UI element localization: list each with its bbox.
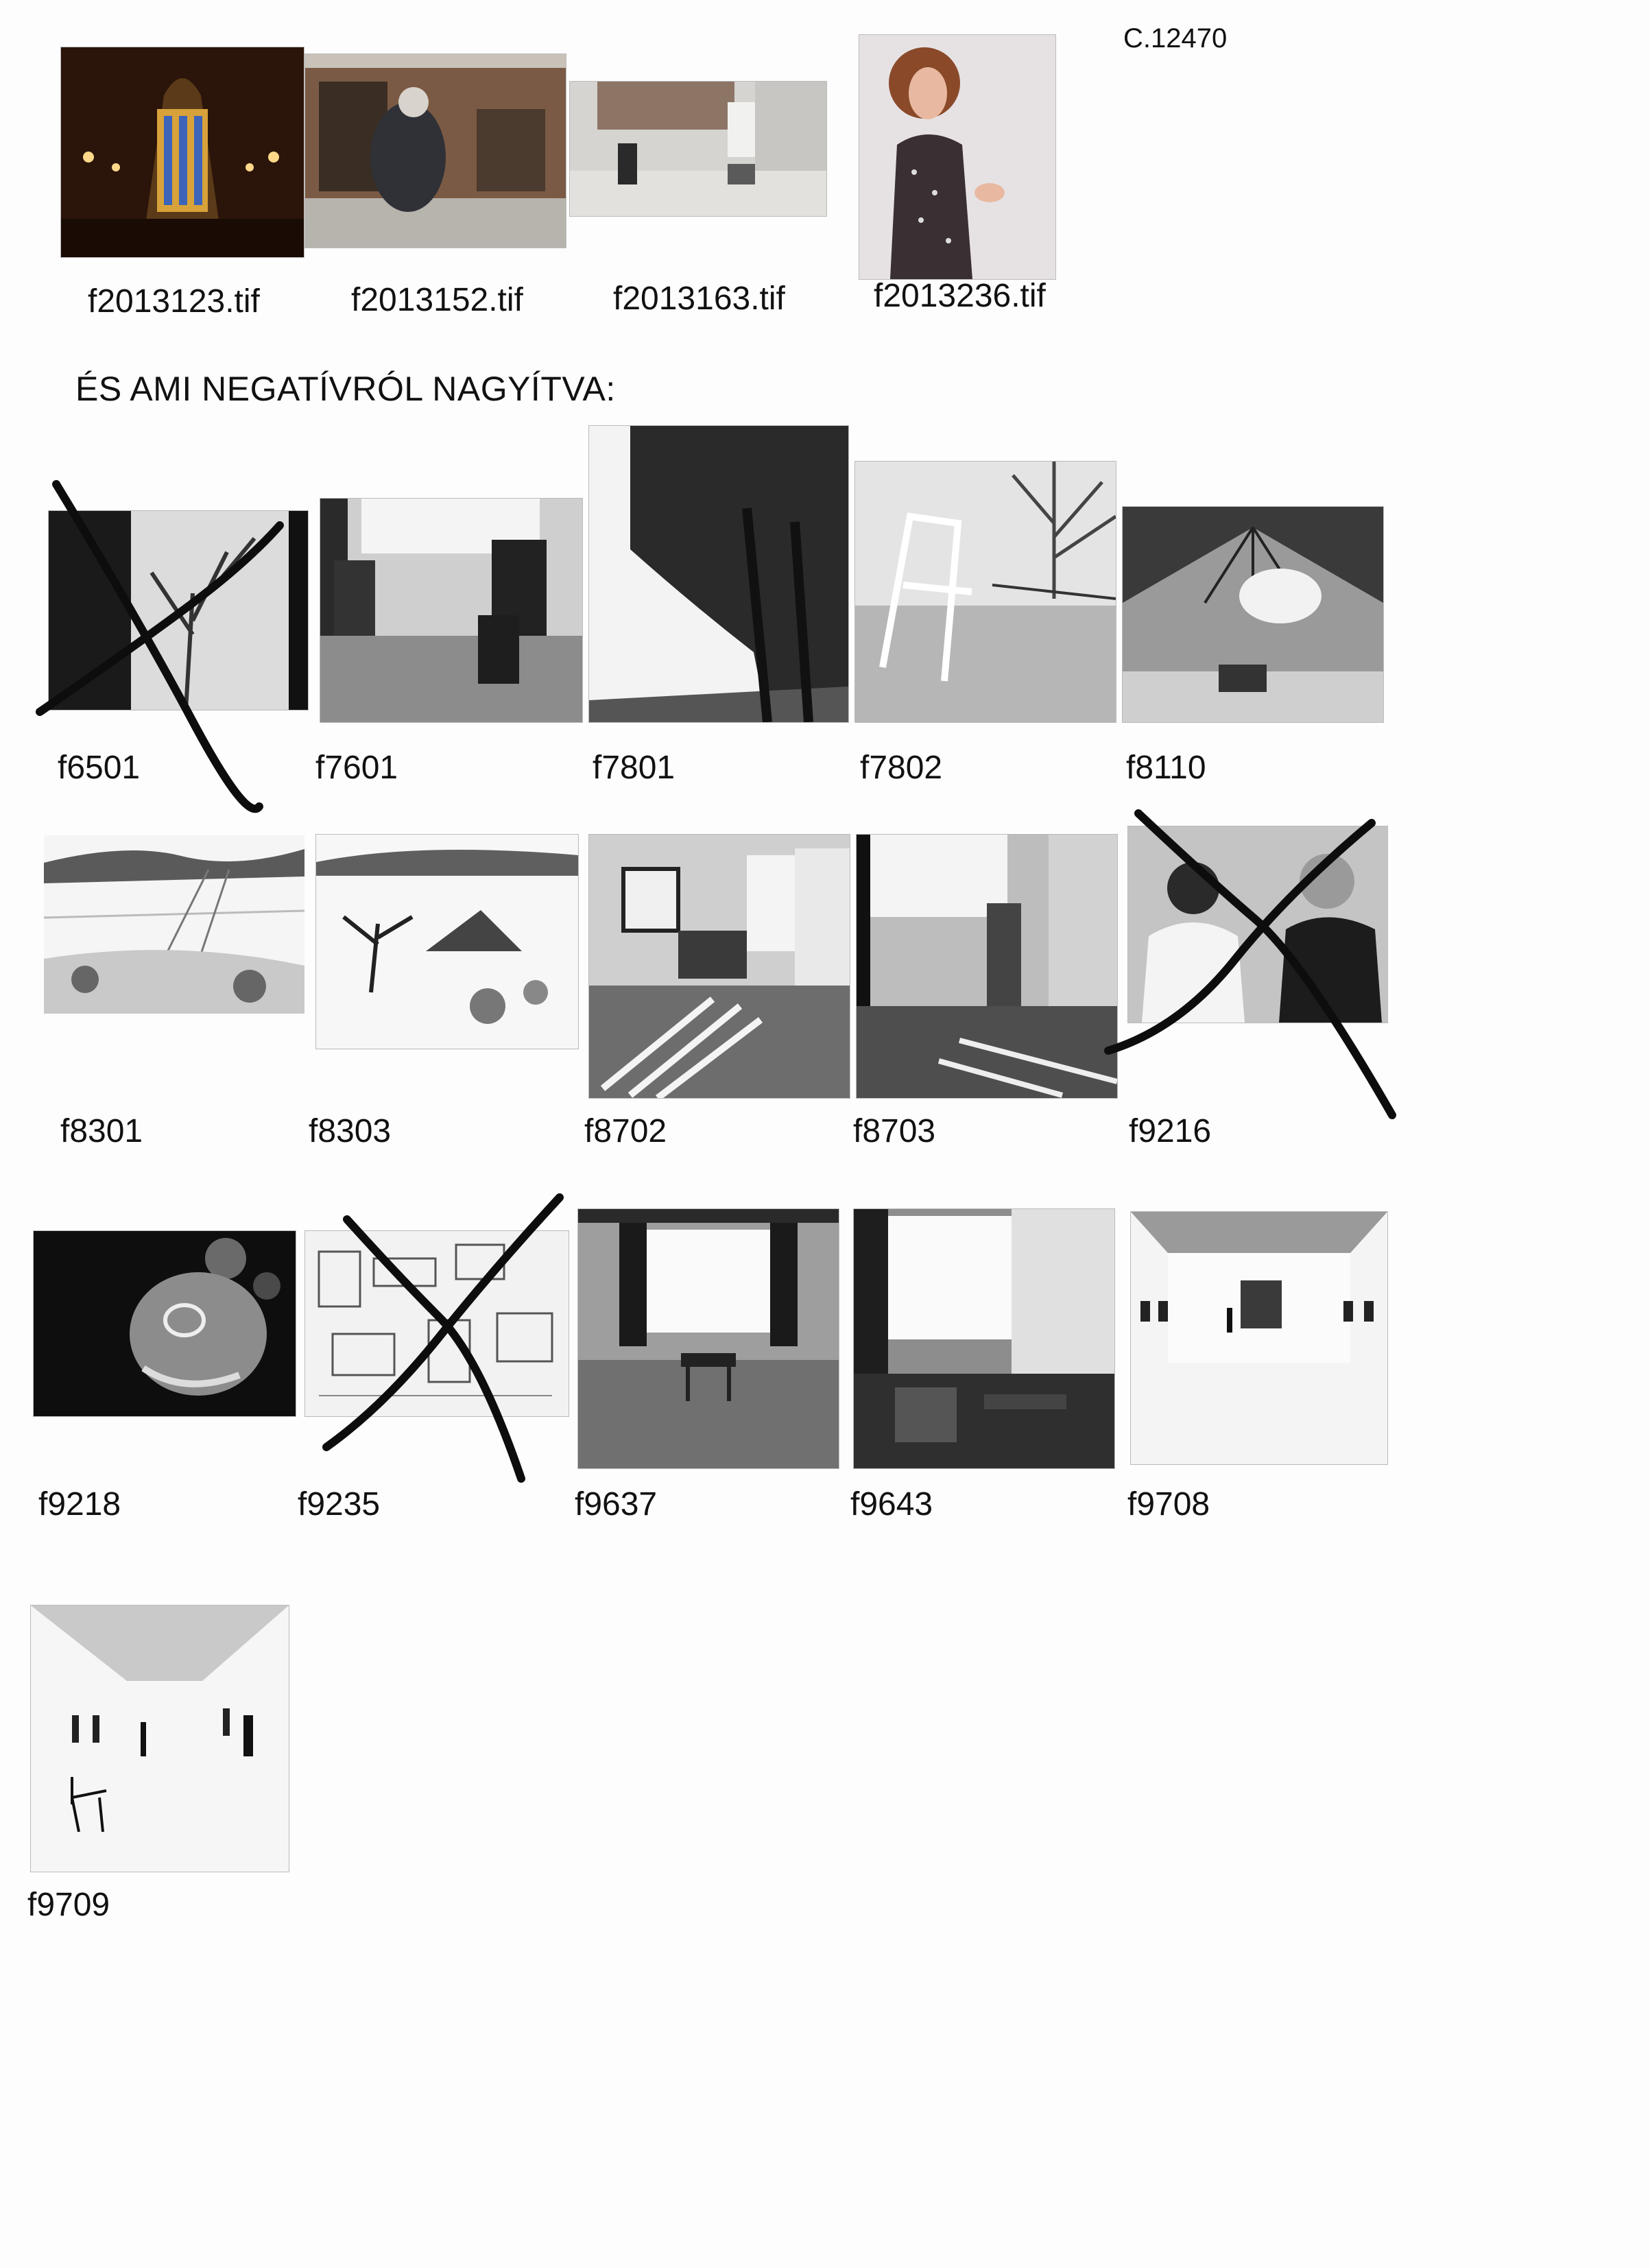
photo-label-f2013236: f2013236.tif — [874, 278, 1046, 314]
photo-label-f9216: f9216 — [1129, 1113, 1212, 1149]
photo-label-f9637: f9637 — [575, 1486, 658, 1523]
photo-f9218 — [33, 1230, 296, 1417]
photo-label-f9218: f9218 — [38, 1486, 121, 1523]
photo-f8702 — [588, 834, 850, 1099]
photo-f6501 — [48, 510, 309, 711]
photo-f2013123 — [60, 47, 304, 258]
photo-f8703 — [856, 834, 1118, 1099]
photo-label-f6501: f6501 — [58, 750, 141, 786]
photo-f9637 — [577, 1208, 839, 1469]
photo-label-f2013163: f2013163.tif — [613, 280, 785, 317]
photo-label-f8703: f8703 — [853, 1113, 936, 1149]
photo-f8110 — [1122, 506, 1384, 723]
photo-label-f8110: f8110 — [1126, 750, 1206, 786]
photo-f8303 — [315, 834, 579, 1049]
photo-label-f9708: f9708 — [1127, 1486, 1210, 1523]
photo-label-f9709: f9709 — [27, 1887, 110, 1923]
photo-label-f8301: f8301 — [60, 1113, 143, 1149]
photo-f7601 — [320, 498, 583, 723]
photo-label-f8303: f8303 — [309, 1113, 392, 1149]
photo-label-f9235: f9235 — [298, 1486, 381, 1523]
photo-f7801 — [588, 425, 849, 723]
photo-label-f2013152: f2013152.tif — [351, 282, 523, 318]
photo-label-f2013123: f2013123.tif — [88, 283, 260, 320]
reference-code: C.12470 — [1123, 23, 1228, 53]
photo-label-f8702: f8702 — [584, 1113, 667, 1149]
photo-f2013152 — [304, 53, 566, 248]
section-heading: ÉS AMI NEGATÍVRÓL NAGYÍTVA: — [75, 370, 616, 408]
photo-label-f7802: f7802 — [860, 750, 943, 786]
photo-label-f9643: f9643 — [850, 1486, 933, 1523]
photo-f2013163 — [569, 81, 827, 217]
photo-f9643 — [853, 1208, 1115, 1469]
photo-f9709 — [30, 1605, 289, 1872]
photo-f9708 — [1130, 1211, 1388, 1465]
photo-label-f7801: f7801 — [593, 750, 675, 786]
photo-label-f7601: f7601 — [315, 750, 398, 786]
photo-f8301 — [44, 835, 304, 1014]
photo-f2013236 — [859, 34, 1056, 280]
photo-f9235 — [304, 1230, 569, 1417]
photo-f7802 — [854, 461, 1116, 723]
photo-f9216 — [1127, 826, 1388, 1023]
